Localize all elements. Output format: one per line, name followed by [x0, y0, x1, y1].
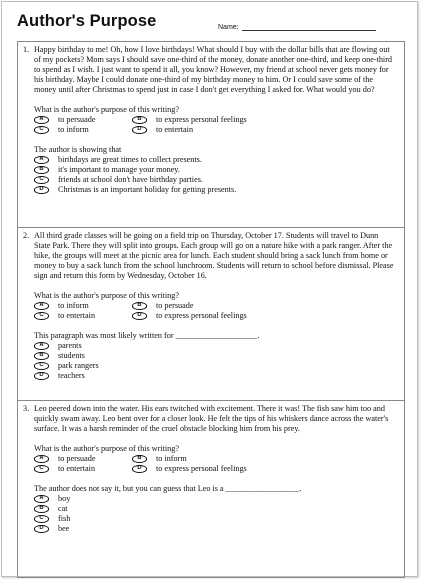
answer-row — [34, 125, 396, 135]
answer-option-c[interactable] — [34, 311, 132, 321]
answer-bubble-a[interactable]: A — [34, 302, 49, 310]
answer-text: friends at school don't have birthday parties. — [58, 175, 203, 184]
answer-row — [34, 301, 396, 311]
answer-text: cat — [58, 504, 68, 513]
worksheet-header — [17, 10, 399, 36]
answer-bubble-a[interactable]: A — [34, 116, 49, 124]
answer-text: to entertain — [58, 464, 96, 473]
answer-text: boy — [58, 494, 71, 503]
inference-question: This paragraph was most likely written for ____________________. — [34, 331, 260, 340]
answer-text: students — [58, 351, 85, 360]
answer-row — [34, 311, 396, 321]
answer-option-a[interactable] — [34, 494, 396, 504]
answer-bubble-c[interactable]: C — [34, 176, 49, 184]
answer-bubble-a[interactable]: A — [34, 495, 49, 503]
answer-bubble-a[interactable]: A — [34, 455, 49, 463]
answer-row — [34, 454, 396, 464]
passage-text: All third grade classes will be going on a field trip on Thursday, October 17. Students will travel to Dunn State Park. There they will split into groups. Each group will go on a nature hike with a park ranger. After the hike, the groups will meet at the picnic area for lunch. Each student should bring a sack lunch from home or money to buy a sack lunch from the school lunchroom. Students will return to school before dismissal. Please sign and return this form by Wednesday, October 16. — [34, 231, 394, 280]
answer-option-c[interactable] — [34, 361, 396, 371]
answer-row — [34, 115, 396, 125]
answer-text: to express personal feelings — [156, 464, 247, 473]
answer-text: parents — [58, 341, 82, 350]
answer-text: to entertain — [58, 311, 96, 320]
answer-bubble-c[interactable]: C — [34, 126, 49, 134]
worksheet-page — [1, 1, 418, 577]
answer-bubble-c[interactable]: C — [34, 465, 49, 473]
answer-text: to inform — [58, 125, 89, 134]
answer-option-b[interactable] — [34, 165, 396, 175]
answer-text: to persuade — [58, 454, 96, 463]
answer-bubble-d[interactable]: D — [34, 186, 49, 194]
answer-text: to inform — [156, 454, 187, 463]
answer-option-b[interactable] — [34, 351, 396, 361]
answer-bubble-c[interactable]: C — [34, 362, 49, 370]
answer-option-d[interactable] — [132, 311, 247, 321]
answer-option-a[interactable] — [34, 301, 132, 311]
answer-option-a[interactable] — [34, 341, 396, 351]
answer-text: to persuade — [156, 301, 194, 310]
answer-text: it's important to manage your money. — [58, 165, 180, 174]
answer-bubble-d[interactable]: D — [132, 312, 147, 320]
question-item-3 — [18, 400, 404, 577]
answer-option-d[interactable] — [34, 371, 396, 381]
name-blank-line[interactable] — [242, 23, 376, 31]
answer-bubble-b[interactable]: B — [132, 116, 147, 124]
answer-bubble-b[interactable]: B — [132, 455, 147, 463]
answer-bubble-a[interactable]: A — [34, 342, 49, 350]
answer-option-d[interactable] — [132, 125, 193, 135]
answer-text: park rangers — [58, 361, 99, 370]
passage-text: Leo peered down into the water. His ears twitched with excitement. There it was! The fish saw him too and quickly swam away. Leo bent over for a closer look. He felt the tips of his whiskers dance across the water's surface. It was a harsh reminder of the cruel obstacle blocking him from his prey. — [34, 404, 389, 433]
answer-text: birthdays are great times to collect presents. — [58, 155, 202, 164]
answer-option-a[interactable] — [34, 115, 132, 125]
answer-bubble-b[interactable]: B — [34, 352, 49, 360]
answer-option-c[interactable] — [34, 464, 132, 474]
item-number: 3. — [23, 404, 30, 413]
answer-bubble-a[interactable]: A — [34, 156, 49, 164]
passage-text: Happy birthday to me! Oh, how I love birthdays! What should I buy with the dollar bills that are flowing out of my pockets? Mom says I should save one-third of the money, donate another one-third, and keep one-third to spend as I wish. I just want to spend it all, you know? However, my friend at school never gets money for his birthday. Maybe I could donate one-third of my birthday money to him. Or I could save some of the money until after Christmas to spend just in case I don't get everything I asked for. What would you do? — [34, 45, 393, 94]
answer-text: to persuade — [58, 115, 96, 124]
answer-option-d[interactable] — [34, 524, 396, 534]
answer-text: bee — [58, 524, 70, 533]
answer-option-d[interactable] — [34, 185, 396, 195]
item-number: 1. — [23, 45, 30, 54]
answer-text: Christmas is an important holiday for getting presents. — [58, 185, 237, 194]
answer-text: to inform — [58, 301, 89, 310]
answer-bubble-b[interactable]: B — [34, 166, 49, 174]
answer-bubble-d[interactable]: D — [34, 372, 49, 380]
answer-row — [34, 464, 396, 474]
answer-text: to entertain — [156, 125, 194, 134]
answer-text: teachers — [58, 371, 85, 380]
answer-text: fish — [58, 514, 71, 523]
name-label: Name: — [218, 24, 239, 31]
name-field — [218, 23, 376, 31]
answer-text: to express personal feelings — [156, 115, 247, 124]
inference-question: The author is showing that — [34, 145, 122, 154]
answer-bubble-d[interactable]: D — [132, 465, 147, 473]
answer-option-b[interactable] — [34, 504, 396, 514]
answer-option-d[interactable] — [132, 464, 247, 474]
page-title: Author's Purpose — [17, 12, 157, 30]
answer-bubble-d[interactable]: D — [34, 525, 49, 533]
answer-bubble-d[interactable]: D — [132, 126, 147, 134]
answer-option-a[interactable] — [34, 454, 132, 464]
answer-text: to express personal feelings — [156, 311, 247, 320]
answer-option-a[interactable] — [34, 155, 396, 165]
answer-option-c[interactable] — [34, 175, 396, 185]
purpose-question: What is the author's purpose of this writing? — [34, 444, 179, 453]
item-number: 2. — [23, 231, 30, 240]
answer-option-c[interactable] — [34, 514, 396, 524]
answer-option-b[interactable] — [132, 301, 194, 311]
answer-option-c[interactable] — [34, 125, 132, 135]
question-list — [17, 41, 405, 578]
answer-option-b[interactable] — [132, 454, 187, 464]
inference-question: The author does not say it, but you can guess that Leo is a __________________. — [34, 484, 302, 493]
answer-option-b[interactable] — [132, 115, 247, 125]
question-item-2 — [18, 227, 404, 400]
answer-bubble-b[interactable]: B — [34, 505, 49, 513]
answer-bubble-c[interactable]: C — [34, 312, 49, 320]
purpose-question: What is the author's purpose of this writing? — [34, 291, 179, 300]
answer-bubble-c[interactable]: C — [34, 515, 49, 523]
question-item-1 — [18, 42, 404, 227]
answer-bubble-b[interactable]: B — [132, 302, 147, 310]
purpose-question: What is the author's purpose of this writing? — [34, 105, 179, 114]
